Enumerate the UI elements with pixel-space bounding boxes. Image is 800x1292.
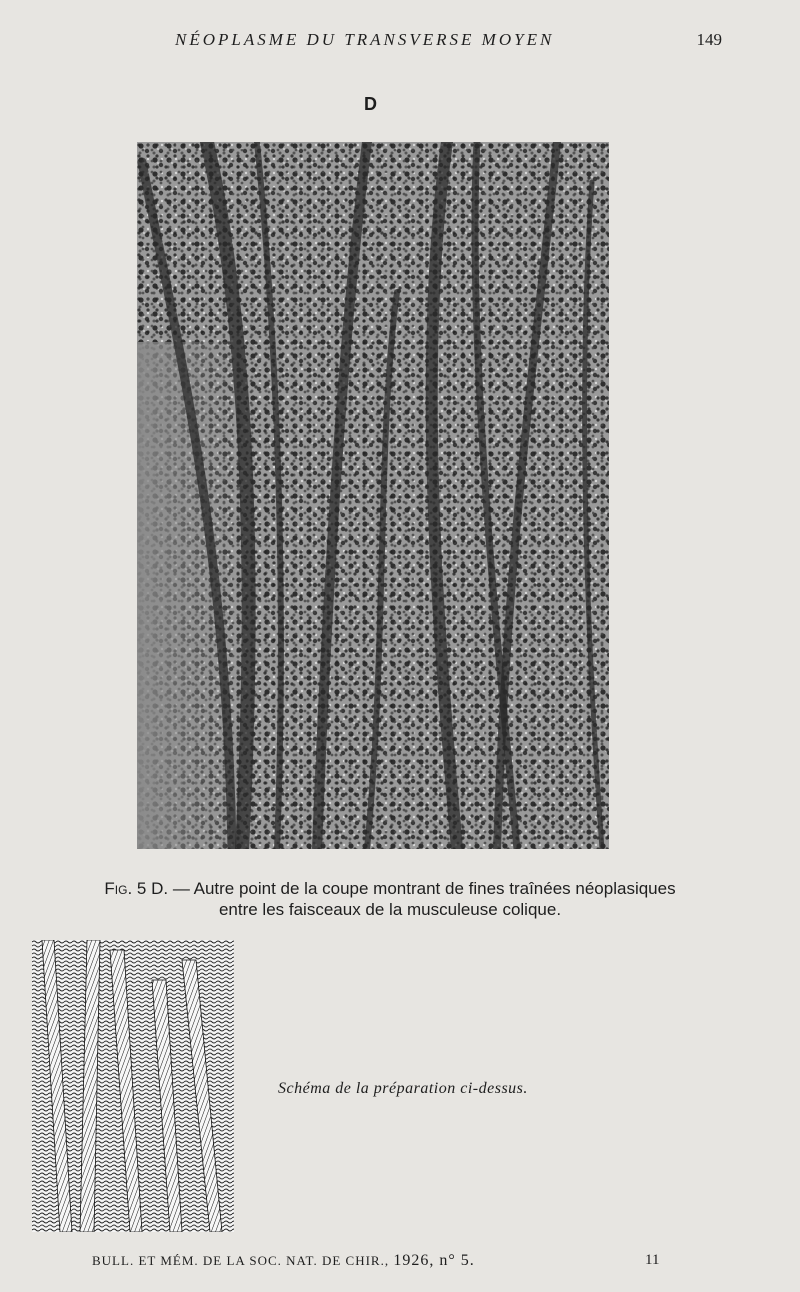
figure-label: Fig. 5 D. xyxy=(104,879,169,898)
signature-mark: 11 xyxy=(645,1252,660,1268)
footer-citation xyxy=(92,1252,475,1270)
citation-year: 1926, n° 5. xyxy=(393,1252,475,1269)
histology-micrograph xyxy=(137,142,609,849)
caption-line-2: entre les faisceaux de la musculeuse colique. xyxy=(218,900,562,919)
schematic-drawing xyxy=(32,940,234,1232)
schema-caption: Schéma de la préparation ci-dessus. xyxy=(278,1080,528,1097)
running-head xyxy=(0,30,800,52)
page-footer xyxy=(0,1252,800,1274)
citation-prefix: BULL. ET MÉM. DE LA SOC. NAT. DE CHIR., xyxy=(92,1253,390,1268)
schematic-image xyxy=(32,940,234,1232)
page-number: 149 xyxy=(696,30,722,49)
figure-caption xyxy=(40,878,740,920)
running-title: NÉOPLASME DU TRANSVERSE MOYEN xyxy=(175,30,555,49)
figure-letter: D xyxy=(364,94,377,114)
caption-line-1: — Autre point de la coupe montrant de fines traînées néoplasiques xyxy=(168,879,676,898)
micrograph-image xyxy=(137,142,609,849)
